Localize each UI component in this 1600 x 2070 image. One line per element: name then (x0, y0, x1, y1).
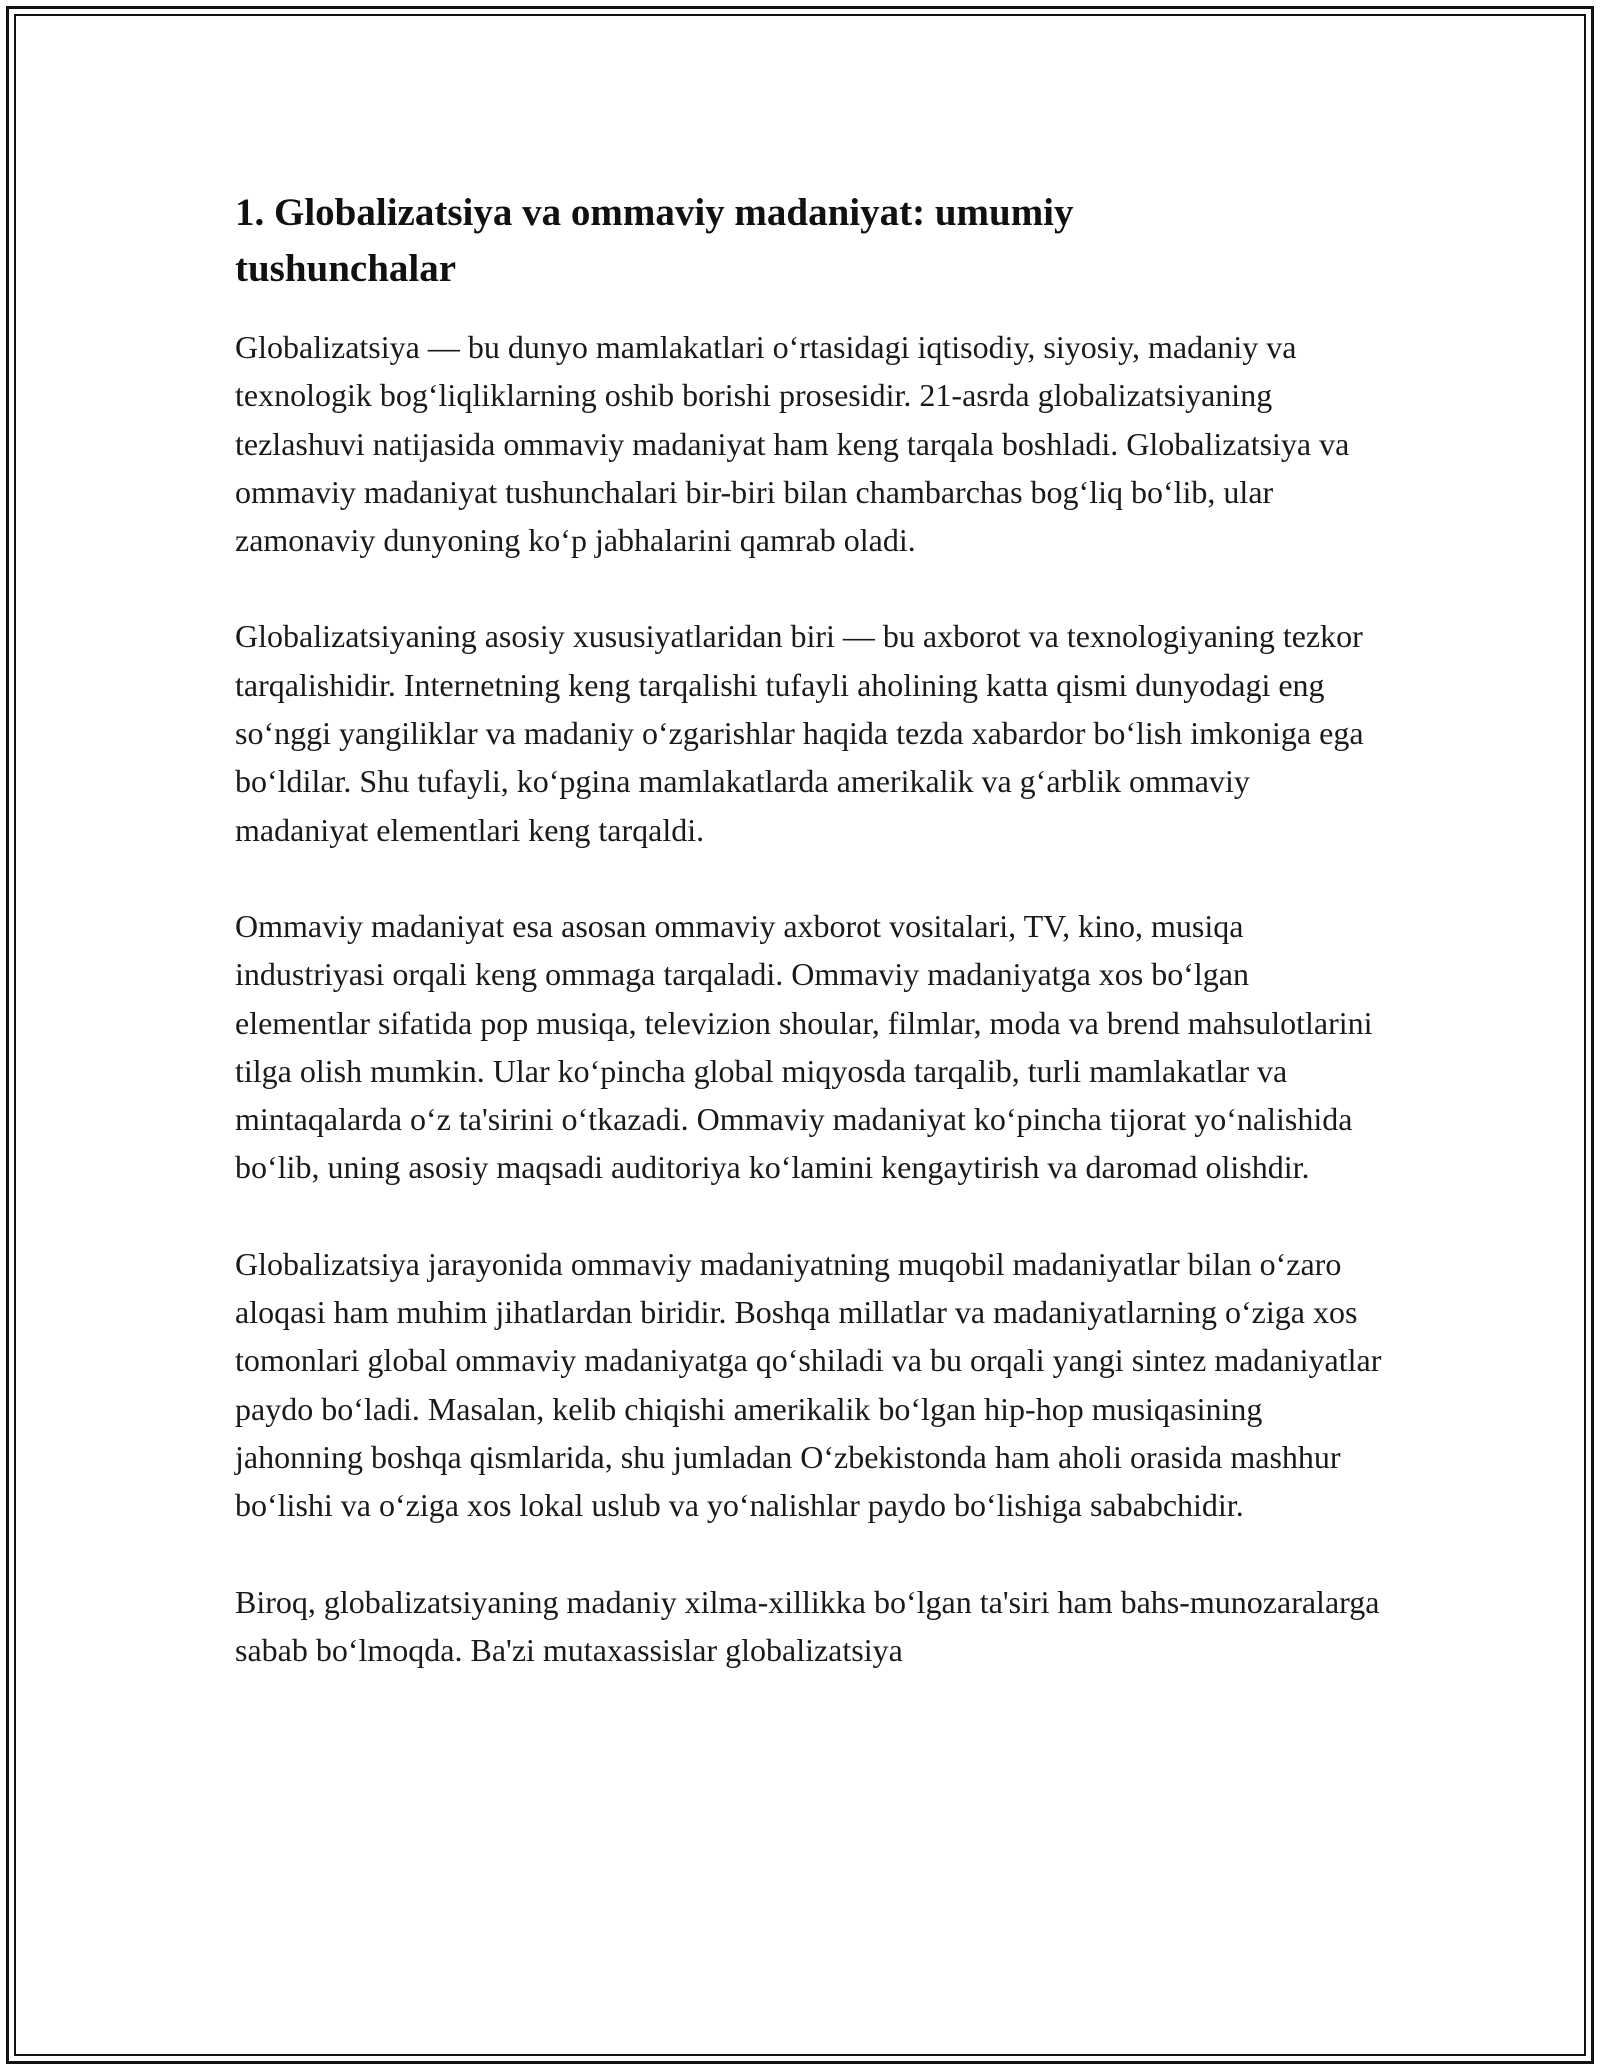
section-heading: 1. Globalizatsiya va ommaviy madaniyat: umumiy tushunchalar (235, 191, 1074, 290)
paragraph-3: Ommaviy madaniyat esa asosan ommaviy axborot vositalari, TV, kino, musiqa industriyasi orqali keng ommaga tarqaladi. Ommaviy madaniyatga xos bo‘lgan elementlar sifatida pop musiqa, televizion shoular, filmlar, moda va brend mahsulotlarini tilga olish mumkin. Ular ko‘pincha global miqyosda tarqalib, turli mamlakatlar va mintaqalarda o‘z ta'sirini o‘tkazadi. Ommaviy madaniyat ko‘pincha tijorat yo‘nalishida bo‘lib, uning asosiy maqsadi auditoriya ko‘lamini kengaytirish va daromad olishdir. (235, 907, 1373, 1186)
paragraph-5: Biroq, globalizatsiyaning madaniy xilma-xillikka bo‘lgan ta'siri ham bahs-munozaralarga sabab bo‘lmoqda. Ba'zi mutaxassislar globalizatsiya (235, 1583, 1380, 1668)
paragraph-4: Globalizatsiya jarayonida ommaviy madaniyatning muqobil madaniyatlar bilan o‘zaro aloqasi ham muhim jihatlardan biridir. Boshqa millatlar va madaniyatlarning o‘ziga xos tomonlari global ommaviy madaniyatga qo‘shiladi va bu orqali yangi sintez madaniyatlar paydo bo‘ladi. Masalan, kelib chiqishi amerikalik bo‘lgan hip-hop musiqasining jahonning boshqa qismlarida, shu jumladan O‘zbekistonda ham aholi orasida mashhur bo‘lishi va o‘ziga xos lokal uslub va yo‘nalishlar paydo bo‘lishiga sababchidir. (235, 1245, 1382, 1524)
paragraph-1: Globalizatsiya — bu dunyo mamlakatlari o‘rtasidagi iqtisodiy, siyosiy, madaniy va texnologik bog‘liqliklarning oshib borishi prosesidir. 21-asrda globalizatsiyaning tezlashuvi natijasida ommaviy madaniyat ham keng tarqala boshladi. Globalizatsiya va ommaviy madaniyat tushunchalari bir-biri bilan chambarchas bog‘liq bo‘lib, ular zamonaviy dunyoning ko‘p jabhalarini qamrab oladi. (235, 329, 1350, 559)
document-body (235, 185, 1385, 1722)
paragraph-2: Globalizatsiyaning asosiy xususiyatlaridan biri — bu axborot va texnologiyaning tezkor tarqalishidir. Internetning keng tarqalishi tufayli aholining katta qismi dunyodagi eng so‘nggi yangiliklar va madaniy o‘zgarishlar haqida tezda xabardor bo‘lish imkoniga ega bo‘ldilar. Shu tufayli, ko‘pgina mamlakatlarda amerikalik va g‘arblik ommaviy madaniyat elementlari keng tarqaldi. (235, 618, 1364, 848)
